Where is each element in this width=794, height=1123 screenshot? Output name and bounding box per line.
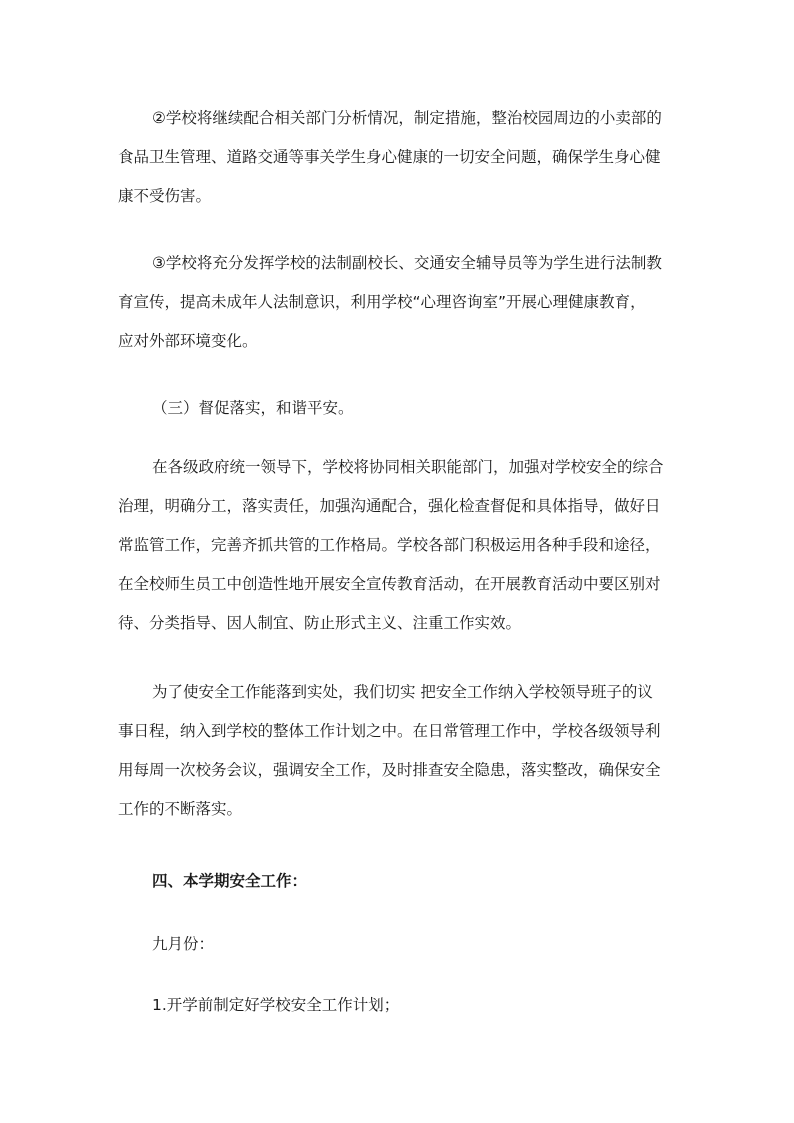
text-line: 为了使安全工作能落到实处，我们切实 把安全工作纳入学校领导班子的议: [152, 683, 653, 701]
paragraph-collaborate-departments: [118, 99, 678, 216]
text-line: 在各级政府统一领导下，学校将协同相关职能部门，加强对学校安全的综合: [152, 458, 664, 476]
text-line: 工作的不断落实。: [118, 800, 243, 818]
text-line: 应对外部环境变化。: [118, 332, 258, 350]
text-line: 食品卫生管理、道路交通等事关学生身心健康的一切安全问题，确保学生身心健: [118, 148, 661, 166]
text-line: 事日程，纳入到学校的整体工作计划之中。在日常管理工作中，学校各级领导利: [118, 722, 661, 740]
text-line: 育宣传，提高未成年人法制意识，利用学校“心理咨询室”开展心理健康教育，: [118, 293, 646, 311]
text-line: （三）督促落实，和谐平安。: [152, 399, 354, 417]
paragraph-safety-implementation: [118, 673, 678, 829]
text-line: 九月份：: [152, 935, 215, 953]
text-line: 治理，明确分工，落实责任，加强沟通配合，强化检查督促和具体指导，做好日: [118, 497, 661, 515]
section-heading-supervise: [118, 389, 678, 428]
text-line: 用每周一次校务会议，强调安全工作，及时排查安全隐患，落实整改，确保安全: [118, 761, 661, 779]
list-item-1: [118, 986, 678, 1025]
text-line: ③学校将充分发挥学校的法制副校长、交通安全辅导员等为学生进行法制教: [152, 254, 662, 272]
text-line: 在全校师生员工中创造性地开展安全宣传教育活动，在开展教育活动中要区别对: [118, 575, 661, 593]
text-line: ②学校将继续配合相关部门分析情况，制定措施，整治校园周边的小卖部的: [152, 109, 662, 127]
paragraph-legal-education: [118, 244, 678, 361]
text-line: 四、本学期安全工作：: [152, 872, 308, 890]
paragraph-government-leadership: [118, 448, 678, 643]
text-line: 待、分类指导、因人制宜、防止形式主义、注重工作实效。: [118, 614, 522, 632]
section-heading-semester-work: [118, 862, 678, 901]
text-line: 康不受伤害。: [118, 187, 212, 205]
month-label-september: [118, 925, 678, 964]
text-line: 1.开学前制定好学校安全工作计划；: [152, 996, 400, 1014]
text-line: 常监管工作，完善齐抓共管的工作格局。学校各部门积极运用各种手段和途径，: [118, 536, 661, 554]
